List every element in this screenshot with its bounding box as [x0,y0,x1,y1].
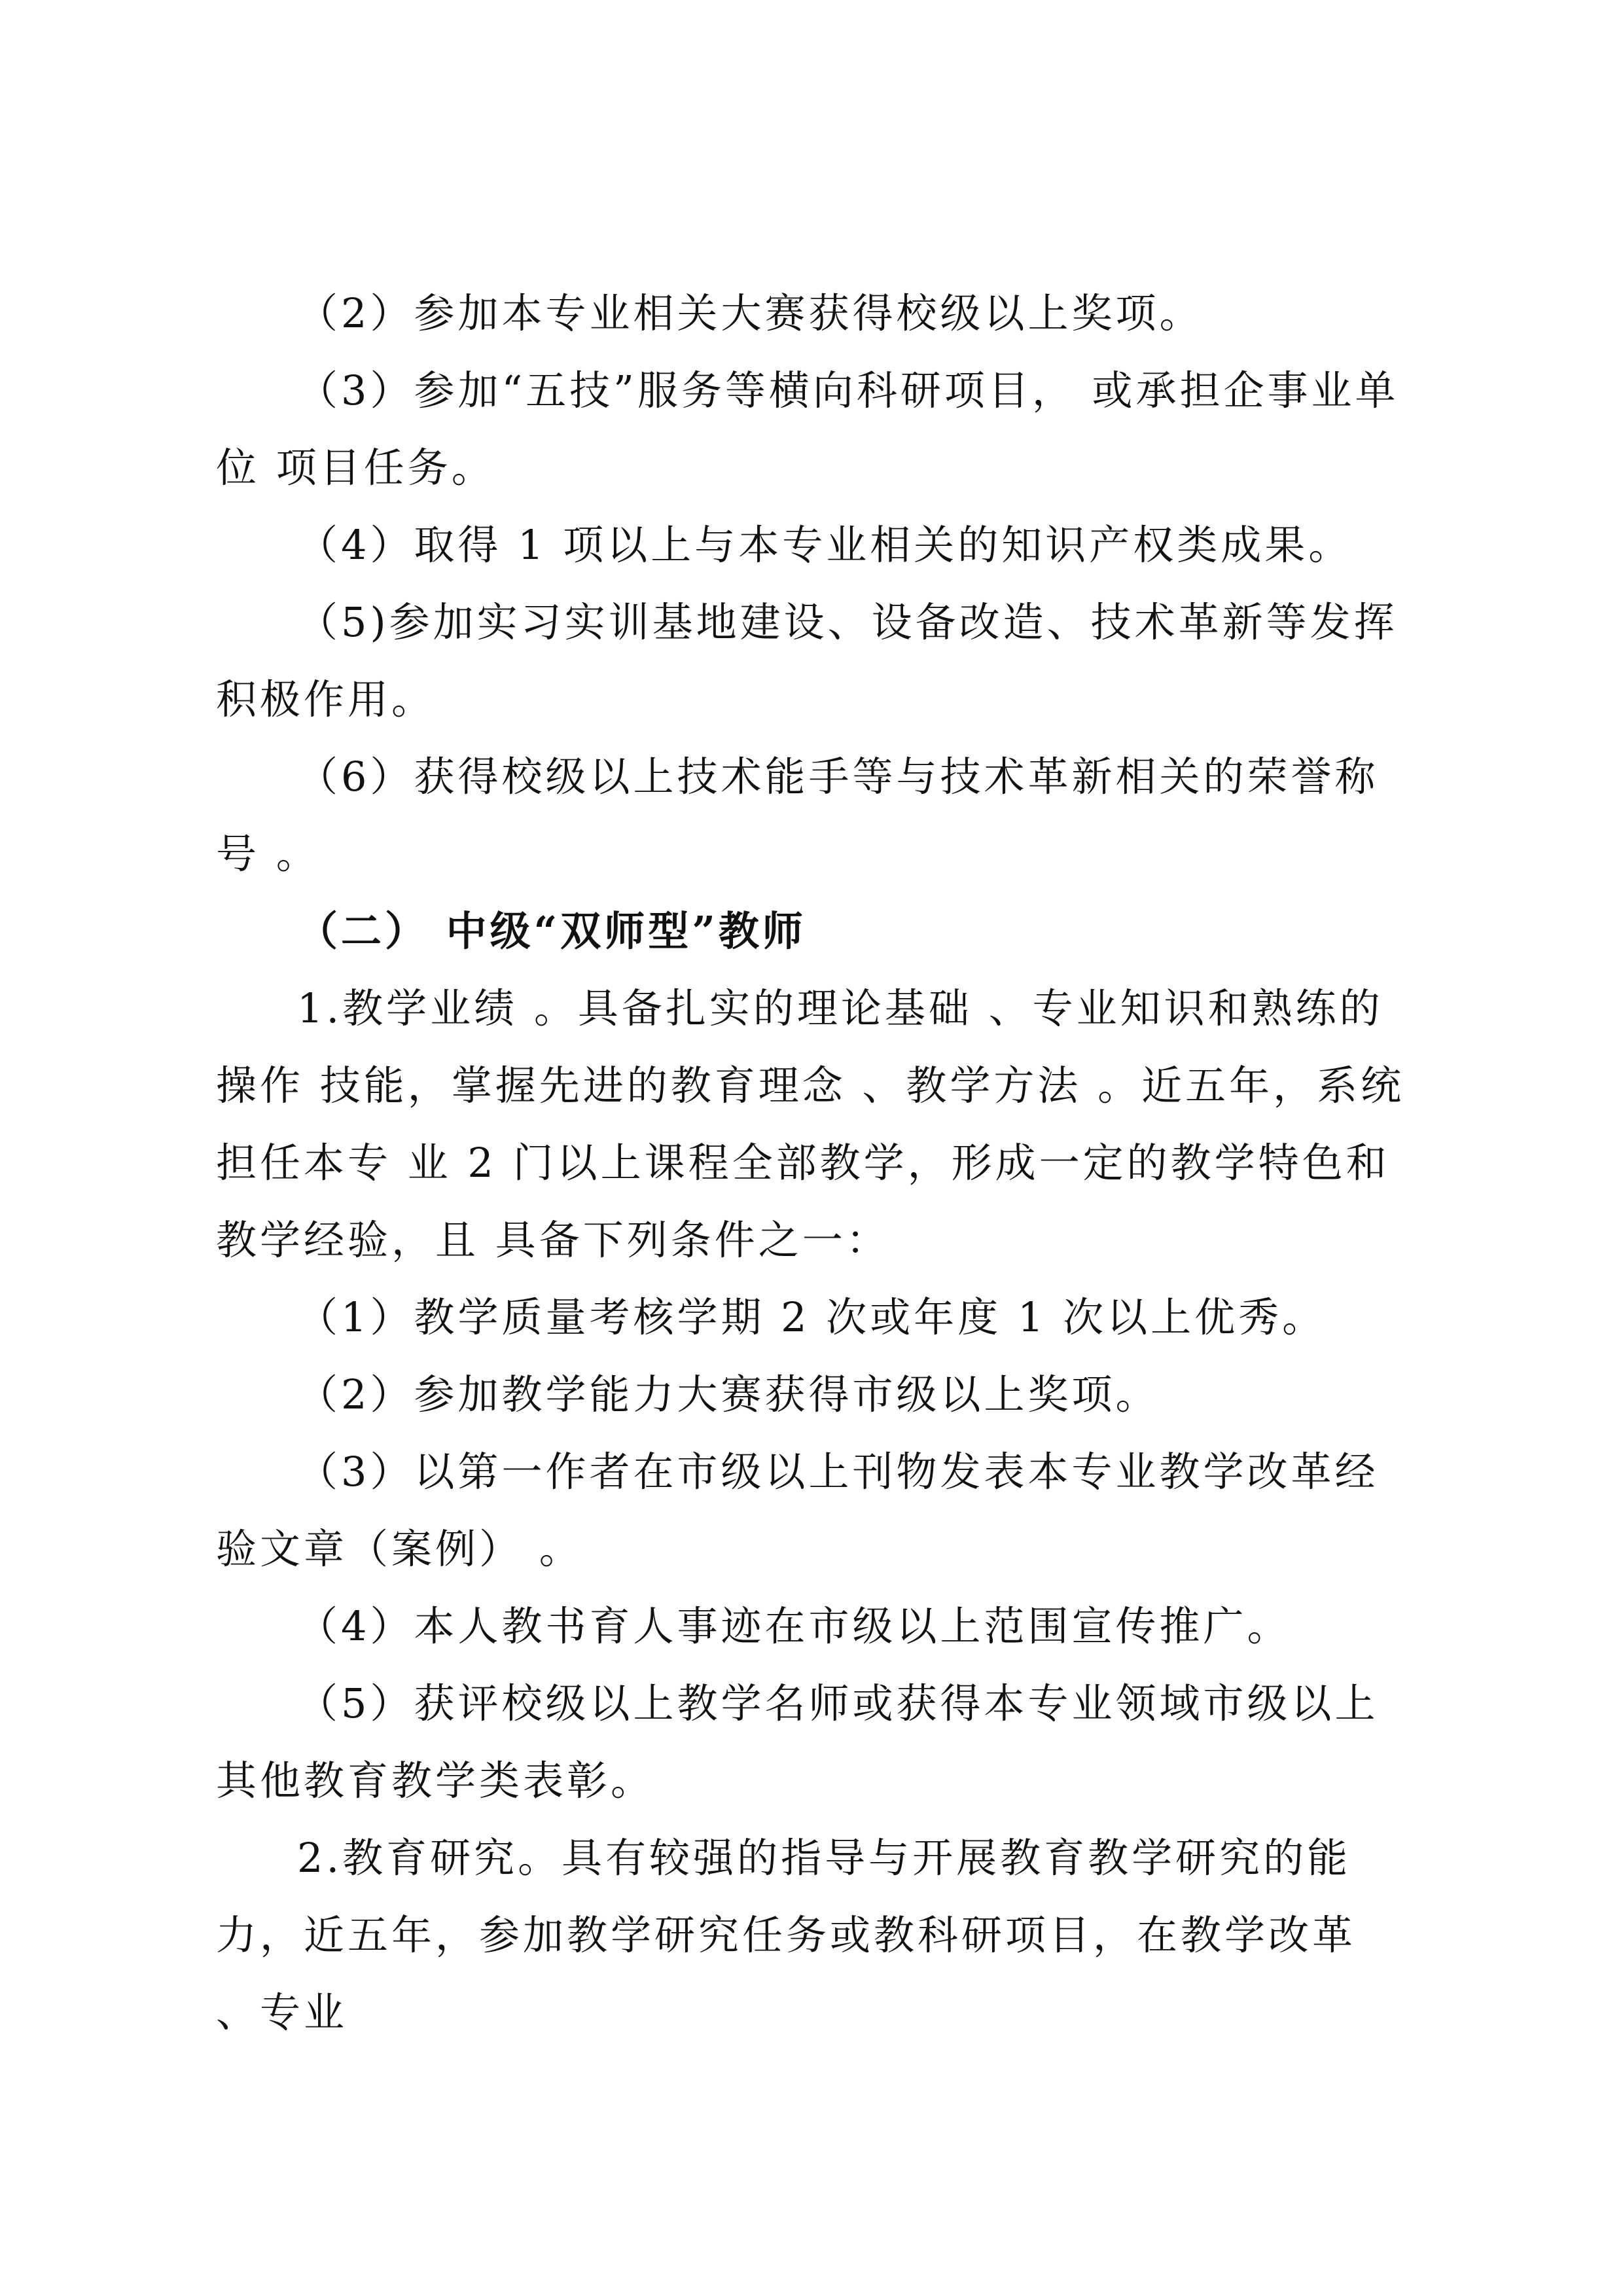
paragraph-item-4-ip: （4）取得 1 项以上与本专业相关的知识产权类成果。 [297,521,1353,569]
paragraph-condition-1: （1）教学质量考核学期 2 次或年度 1 次以上优秀。 [297,1293,1327,1341]
section-heading-intermediate-teacher: （二） 中级“双师型”教师 [297,907,806,955]
paragraph-condition-5: （5）获评校级以上教学名师或获得本专业领域市级以上其他教育教学类表彰。 [216,1679,1379,1804]
paragraph-condition-4: （4）本人教书育人事迹在市级以上范围宣传推广。 [297,1602,1291,1650]
paragraph-condition-2: （2）参加教学能力大赛获得市级以上奖项。 [297,1371,1160,1418]
paragraph-teaching-performance: 1.教学业绩 。具备扎实的理论基础 、专业知识和熟练的操作 技能，掌握先进的教育理念 、教学方法 。近五年，系统担任本专 业 2 门以上课程全部教学，形成一定的教学特色和教学经验，且 具备下列条件之一： [216,984,1405,1264]
paragraph-education-research: 2.教育研究。具有较强的指导与开展教育教学研究的能力，近五年，参加教学研究任务或教科研项目，在教学改革 、专业 [216,1834,1357,2036]
paragraph-item-3-project: （3）参加“五技”服务等横向科研项目， 或承担企事业单位 项目任务。 [216,367,1399,492]
paragraph-item-6-honor: （6）获得校级以上技术能手等与技术革新相关的荣誉称号 。 [216,753,1379,878]
paragraph-item-5-training-base: （5)参加实习实训基地建设、设备改造、技术革新等发挥 积极作用。 [216,598,1398,723]
paragraph-item-2-award: （2）参加本专业相关大赛获得校级以上奖项。 [297,289,1204,337]
paragraph-condition-3: （3）以第一作者在市级以上刊物发表本专业教学改革经验文章（案例） 。 [216,1448,1379,1573]
document-body [216,275,1414,2051]
